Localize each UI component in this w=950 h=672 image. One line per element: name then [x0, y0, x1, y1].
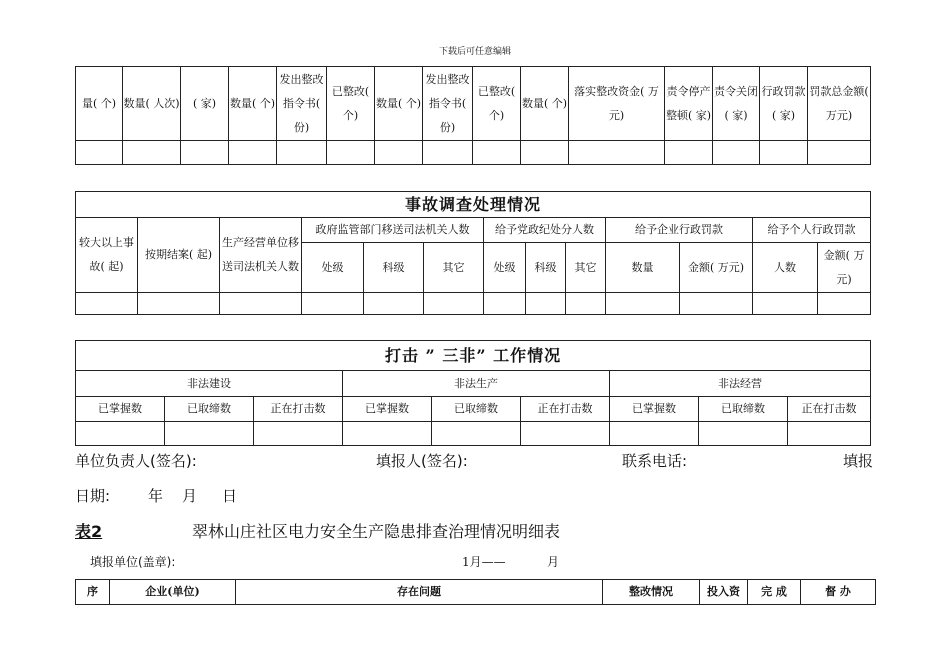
header-cell: 发出整改指令书( 份)	[423, 67, 473, 141]
header-cell: 正在打击数	[788, 397, 871, 422]
header-cell: 给予企业行政罚款	[606, 218, 753, 243]
header-cell: 数量( 人次)	[123, 67, 181, 141]
header-cell: 科级	[364, 243, 424, 293]
header-cell: 企业(单位)	[110, 580, 236, 605]
header-cell: 非法生产	[343, 371, 610, 397]
header-cell: 已整改( 个)	[327, 67, 375, 141]
header-cell: 金额( 万元)	[680, 243, 753, 293]
header-cell: 数量( 个)	[229, 67, 277, 141]
header-cell: 给予党政纪处分人数	[484, 218, 606, 243]
header-cell: 非法建设	[76, 371, 343, 397]
inspection-table	[75, 66, 871, 165]
header-cell: 罚款总金额( 万元)	[808, 67, 871, 141]
header-cell: 行政罚款( 家)	[760, 67, 808, 141]
period-end: 月	[547, 555, 560, 569]
fill-unit-label: 填报单位(盖章):	[90, 555, 176, 569]
header-cell: 已掌握数	[76, 397, 165, 422]
date-label: 日期:	[75, 487, 111, 505]
header-cell: 已整改( 个)	[473, 67, 521, 141]
header-cell: 数量	[606, 243, 680, 293]
header-cell: 发出整改指令书( 份)	[277, 67, 327, 141]
header-cell: 责令停产整顿( 家)	[665, 67, 713, 141]
header-cell: 已掌握数	[343, 397, 432, 422]
header-cell: 正在打击数	[521, 397, 610, 422]
header-cell: 已取缔数	[699, 397, 788, 422]
header-cell: 科级	[526, 243, 566, 293]
year-label: 年	[148, 487, 164, 505]
header-cell: 整改情况	[603, 580, 700, 605]
section-title: 打击 ” 三非” 工作情况	[76, 341, 871, 371]
header-cell: 正在打击数	[254, 397, 343, 422]
header-cell: 数量( 个)	[375, 67, 423, 141]
accident-table	[75, 191, 871, 315]
unit-head-label: 单位负责人(签名):	[75, 452, 197, 470]
header-cell: 人数	[753, 243, 818, 293]
header-cell: 数量( 个)	[521, 67, 569, 141]
header-cell: 已取缔数	[165, 397, 254, 422]
header-cell: 金额( 万元)	[818, 243, 871, 293]
three-illegal-table	[75, 340, 871, 446]
fill-tail-label: 填报	[843, 452, 874, 470]
header-cell: 量( 个)	[76, 67, 123, 141]
section-title: 事故调查处理情况	[76, 192, 871, 218]
header-cell: 责令关闭( 家)	[713, 67, 760, 141]
header-cell: 投入资	[700, 580, 748, 605]
phone-label: 联系电话:	[622, 452, 688, 470]
table-row	[76, 293, 871, 315]
header-cell: 序	[76, 580, 110, 605]
header-cell: 较大以上事故( 起)	[76, 218, 138, 293]
header-cell: 生产经营单位移送司法机关人数	[220, 218, 302, 293]
table-row	[76, 141, 871, 165]
header-cell: 其它	[424, 243, 484, 293]
header-cell: 已取缔数	[432, 397, 521, 422]
table-row	[76, 422, 871, 446]
month-label: 月	[182, 487, 198, 505]
page-header: 下载后可任意编辑	[438, 47, 511, 57]
header-cell: 处级	[484, 243, 526, 293]
day-label: 日	[222, 487, 238, 505]
header-cell: 处级	[302, 243, 364, 293]
header-cell: 其它	[566, 243, 606, 293]
header-cell: 已掌握数	[610, 397, 699, 422]
table-title: 翠林山庄社区电力安全生产隐患排查治理情况明细表	[192, 522, 561, 541]
header-cell: 完 成	[748, 580, 801, 605]
header-cell: 非法经营	[610, 371, 871, 397]
header-cell: 按期结案( 起)	[138, 218, 220, 293]
hazard-detail-table	[75, 579, 876, 605]
header-cell: 落实整改资金( 万元)	[569, 67, 665, 141]
period-start: 1月——	[462, 555, 506, 569]
header-cell: ( 家)	[181, 67, 229, 141]
header-cell: 督 办	[801, 580, 876, 605]
header-cell: 政府监管部门移送司法机关人数	[302, 218, 484, 243]
header-cell: 给予个人行政罚款	[753, 218, 871, 243]
table-label: 表2	[75, 522, 103, 541]
header-cell: 存在问题	[236, 580, 603, 605]
filler-label: 填报人(签名):	[376, 452, 468, 470]
